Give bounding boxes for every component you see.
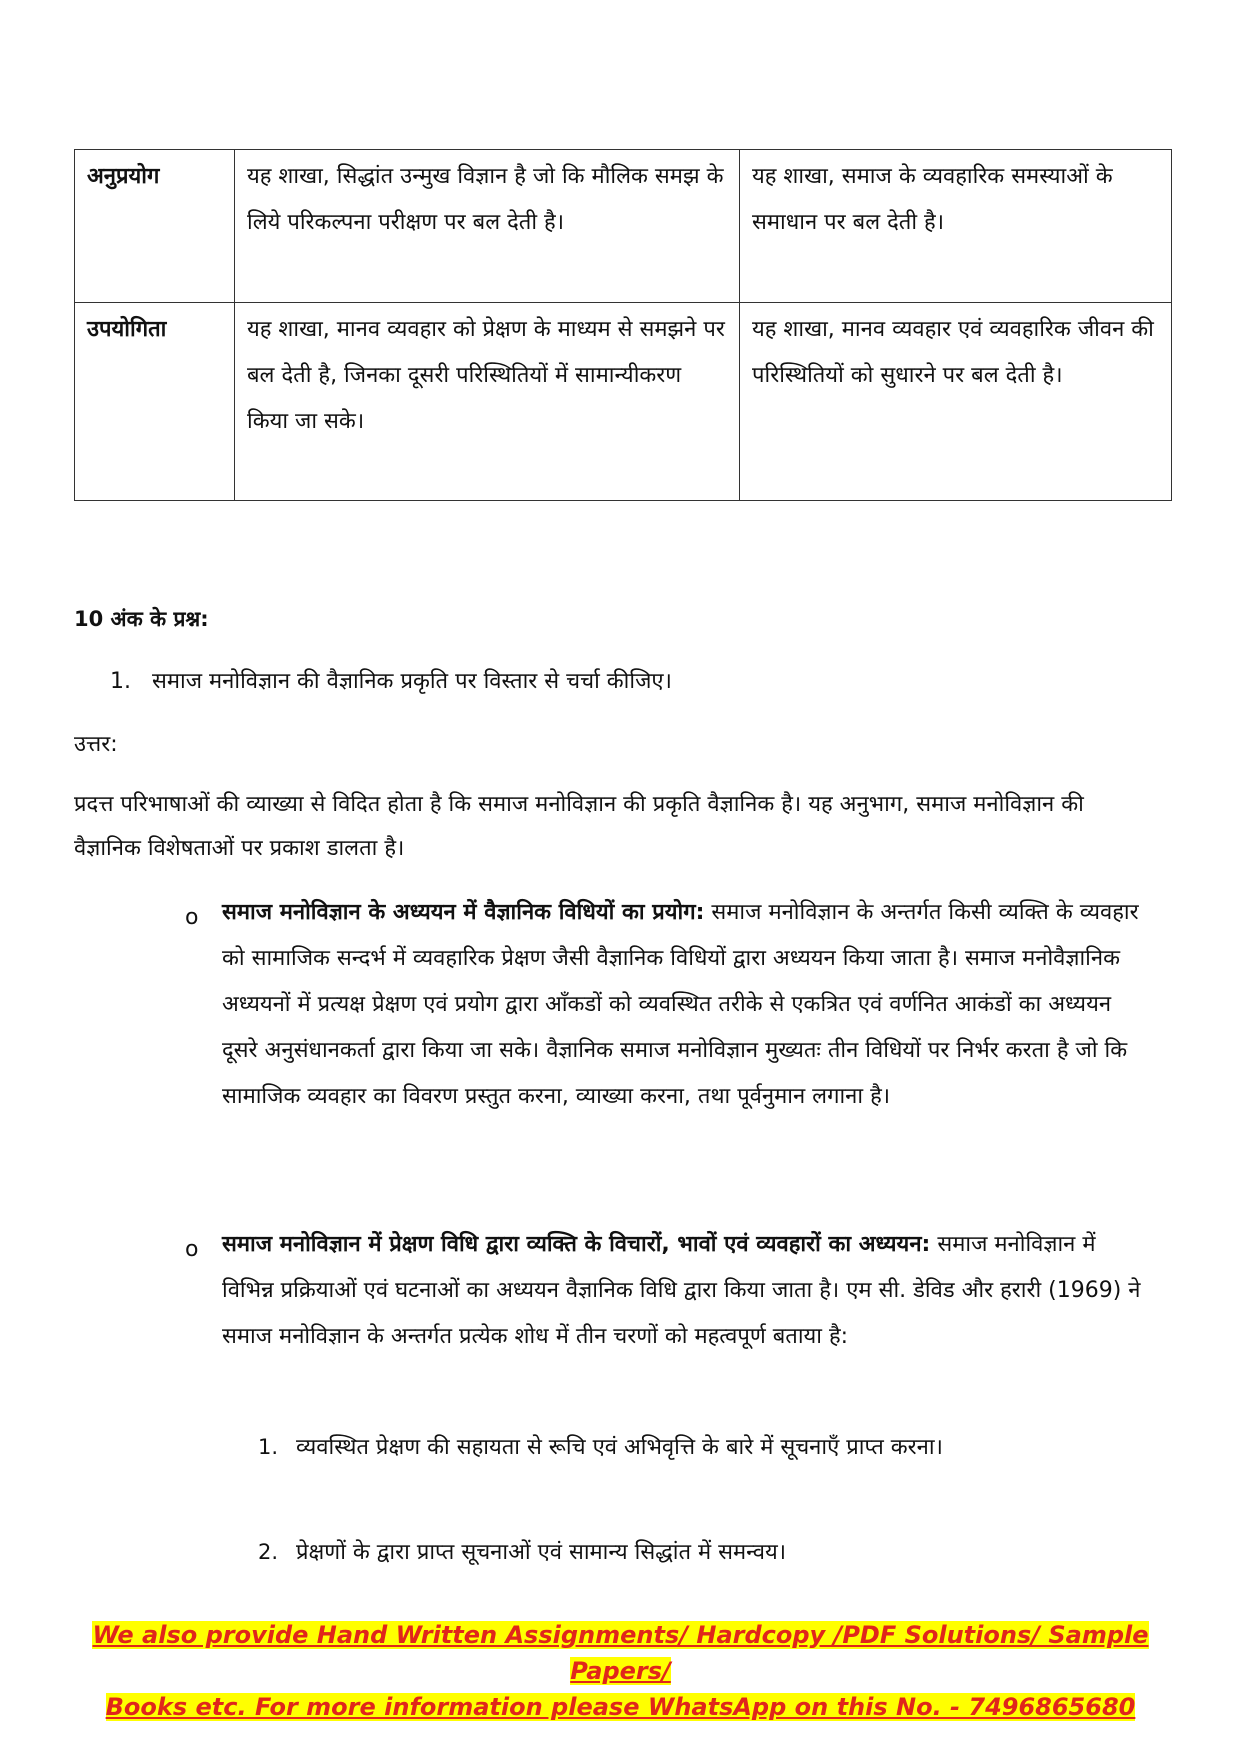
bullet-text: समाज मनोविज्ञान में विभिन्न प्रक्रियाओं एवं घटनाओं का अध्ययन वैज्ञानिक विधि द्वारा किया जाता है। एम सी. डेविड और हरारी (1969) ने समाज मनोविज्ञान के अन्तर्गत प्रत्येक शोध में तीन चरणों को महत्वपूर्ण बताया है:: [222, 1232, 1141, 1349]
row-label: उपयोगिता: [75, 303, 235, 501]
footer-line-1: We also provide Hand Written Assignments/ Hardcopy /PDF Solutions/ Sample Papers/: [92, 1621, 1149, 1685]
bullet-paragraph: [222, 890, 1142, 1120]
table-row: [75, 150, 1172, 303]
step-text: व्यवस्थित प्रेक्षण की सहायता से रूचि एवं अभिवृत्ति के बारे में सूचनाएँ प्राप्त करना।: [296, 1435, 943, 1460]
footer-line-2: Books etc. For more information please WhatsApp on this No. - 7496865680: [105, 1693, 1136, 1721]
bullet-paragraph: [222, 1222, 1142, 1360]
question-number: 1.: [110, 669, 131, 694]
step-number: 1.: [258, 1435, 279, 1459]
step-text: प्रेक्षणों के द्वारा प्राप्त सूचनाओं एवं सामान्य सिद्धांत में समन्वय।: [296, 1540, 787, 1565]
bullet-title: समाज मनोविज्ञान में प्रेक्षण विधि द्वारा व्यक्ति के विचारों, भावों एवं व्यवहारों का अध्ययन:: [222, 1232, 931, 1257]
row-cell: यह शाखा, समाज के व्यवहारिक समस्याओं के समाधान पर बल देती है।: [740, 150, 1172, 303]
intro-paragraph: प्रदत्त परिभाषाओं की व्याख्या से विदित होता है कि समाज मनोविज्ञान की प्रकृति वैज्ञानिक है। यह अनुभाग, समाज मनोविज्ञान की वैज्ञानिक विशेषताओं पर प्रकाश डालता है।: [74, 792, 1084, 861]
question: [110, 665, 672, 695]
step-number: 2.: [258, 1540, 279, 1564]
bullet-marker: o: [185, 1237, 199, 1262]
table-row: [75, 303, 1172, 501]
section-heading: 10 अंक के प्रश्न:: [74, 607, 209, 631]
bullet-marker: o: [185, 905, 199, 930]
row-cell: यह शाखा, सिद्धांत उन्मुख विज्ञान है जो कि मौलिक समझ के लिये परिकल्पना परीक्षण पर बल देती है।: [235, 150, 740, 303]
footer-notice: [60, 1617, 1181, 1725]
row-label: अनुप्रयोग: [75, 150, 235, 303]
row-cell: यह शाखा, मानव व्यवहार एवं व्यवहारिक जीवन की परिस्थितियों को सुधारने पर बल देती है।: [740, 303, 1172, 501]
answer-label: उत्तर:: [74, 732, 118, 757]
bullet-text: समाज मनोविज्ञान के अन्तर्गत किसी व्यक्ति के व्यवहार को सामाजिक सन्दर्भ में व्यवहारिक प्रेक्षण जैसी वैज्ञानिक विधियों द्वारा अध्ययन किया जाता है। समाज मनोवैज्ञानिक अध्ययनों में प्रत्यक्ष प्रेक्षण एवं प्रयोग द्वारा आँकडों को व्यवस्थित तरीके से एकत्रित एवं वर्णनित आकंडों का अध्ययन दूसरे अनुसंधानकर्ता द्वारा किया जा सके। वैज्ञानिक समाज मनोविज्ञान मुख्यतः तीन विधियों पर निर्भर करता है जो कि सामाजिक व्यवहार का विवरण प्रस्तुत करना, व्याख्या करना, तथा पूर्वनुमान लगाना है।: [222, 900, 1139, 1109]
comparison-table: [74, 149, 1172, 501]
question-text: समाज मनोविज्ञान की वैज्ञानिक प्रकृति पर विस्तार से चर्चा कीजिए।: [151, 669, 672, 694]
row-cell: यह शाखा, मानव व्यवहार को प्रेक्षण के माध्यम से समझने पर बल देती है, जिनका दूसरी परिस्थितियों में सामान्यीकरण किया जा सके।: [235, 303, 740, 501]
bullet-title: समाज मनोविज्ञान के अध्ययन में वैज्ञानिक विधियों का प्रयोग:: [222, 900, 705, 925]
